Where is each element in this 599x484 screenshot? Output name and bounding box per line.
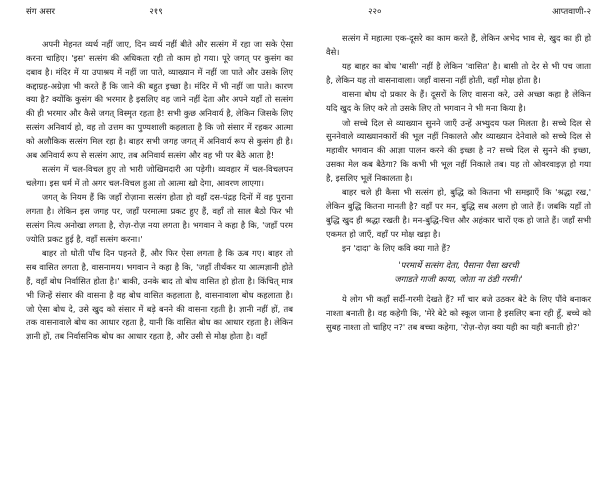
poem-line: जगाडते गाजी काया, जोता ना ठंडी गरमी।' [394, 274, 523, 285]
right-paragraph: सत्संग में महात्मा एक-दूसरे का काम करते हैं, लेकिन अभेद भाव से, खुद का ही हो वैसे। [326, 33, 591, 57]
left-paragraph: अपनी मेहनत व्यर्थ नहीं जाए, दिन व्यर्थ नहीं बीते और सत्संग में रहा जा सके ऐसा करना चाहिए। 'इस' सत्संग की अधिकता रही तो काम हो गया। पूरे जगत् पर कुसंग का दबाव है। मंदिर में या उपाश्रय में नहीं जा पाते, व्याख्यान में नहीं जा पाते और उसके लिए कद्दाग्रह-अग्रेज़ा भी करते हैं कि जाने की बहुत इच्छा है। मंदिर में भी नहीं जा पाते। कारण क्या है? क्योंकि कुसंग की भरमार है इसलिए वह जाने नहीं देता और अपने यहाँ तो सत्संग की ही भरमार और कैसे जगत् विस्मृत रहता है! सभी कुछ अनिवार्य है, लेकिन जिसके लिए सत्संग अनिवार्य हो, वह तो उत्तम का पुण्यशाली कहलाता है कि जो संसार में रहकर आत्मा को अलौकिक सत्संग मिल रहा है। बाहर सभी जगह जगत् में अनिवार्य रूप से कुसंग ही है। अब अनिवार्य रूप से सत्संग आए, तब अनिवार्य सत्संग और वह भी पर बैठे आता है! [26, 39, 293, 160]
left-paragraph: सत्संग में चल-विचल हुए तो भारी जोखिमदारी आ पड़ेगी। व्यवहार में चल-विचलपन चलेगा। इस धर्म में तो अगर चल-विचल हुआ तो आत्मा खो देगा, आवरण लाएगा। [26, 164, 293, 188]
right-page-body [326, 32, 591, 335]
right-page-header [326, 4, 591, 20]
poem-quote [326, 260, 591, 287]
right-paragraph: यह बाहर का बोध 'बासी' नहीं है लेकिन 'वासित' है। बासी तो देर से भी पच जाता है, लेकिन यह तो वासनावाला। जहाँ वासना नहीं होती, वहाँ मोक्ष होता है। [326, 61, 591, 86]
left-page-number: २१९ [149, 7, 163, 17]
right-paragraph: ये लोग भी कहाँ सर्दी-गरमी देखते हैं? माँ चार बजे उठकर बेटे के लिए पौंवे बनाकर नाश्ता बनाती है। वह कहेगी कि, 'मेरे बेटे को स्कूल जाना है इसलिए बना रही हूँ, बच्चे को सुबह नाश्ता तो चाहिए न?' तब बच्चा कहेगा, 'रोज़-रोज़ क्या यही का यही बनाती हो?' [326, 294, 591, 332]
poem-line: 'परमार्थे सत्संग देता, पैसाना पैसा खरची [398, 261, 519, 271]
left-page-body [26, 38, 293, 344]
right-page-number: २२० [368, 7, 382, 17]
left-paragraph: जगत् के नियम हैं कि जहाँ रोज़ाना सत्संग होता हो वहाँ दस-पंद्रह दिनों में वह पुराना लगता है। लेकिन इस जगह पर, जहाँ परमात्मा प्रकट हुए हैं, वहाँ तो साल बैठो फिर भी सत्संग नित्य अनोखा लगता है, रोज़-रोज़ नया लगता है। भगवान ने कहा है कि, 'जहाँ परम ज्योति प्रकट हुई है, वहाँ सत्संग करना।' [26, 192, 293, 244]
right-paragraph: वासना बोध दो प्रकार के हैं। दूसरों के लिए वासना करे, उसे अच्छा कहा है लेकिन यदि खुद के लिए करे तो उसके लिए तो भगवान ने भी मना किया है। [326, 89, 591, 114]
left-paragraph: बाहर तो धोती पाँच दिन पहनते हैं, और फिर ऐसा लगता है कि ऊब गए। बाहर तो सब वासित लगता है, वासनामय। भगवान ने कहा है कि, 'जहाँ तीर्थंकर या आत्मज्ञानी होते हैं, वहाँ बोध निर्वासित होता है।' बाकी, उनके बाद तो बोध वासित हो होता है। किंचित् मात्र भी जिन्हें संसार की वासना है वह बोध वासित कहलाता है, वासनावाला बोध कहलाता है। जो ऐसा बोध दे, उसे खुद को संसार में बड़े बनने की वासना रहती है। ज्ञानी नहीं हों, तब तक वासनावाले बोध का आधार रहता है, यानी कि वासित बोध का आधार रहता है। लेकिन ज्ञानी हों, तब निर्वासनिक बोध का आधार रहता है, और उसी से मोक्ष होता है। वहाँ [26, 248, 293, 342]
right-page [300, 0, 599, 484]
left-page-header [26, 4, 293, 20]
right-paragraph: बाहर चले ही कैसा भी सत्संग हो, बुद्धि को कितना भी समझाएँ कि 'श्रद्धा रख,' लेकिन बुद्धि कितना मानती है? वहाँ पर मन, बुद्धि सब अलग हो जाते हैं। जबकि यहाँ तो बुद्धि खुद ही श्रद्धा रखती है। मन-बुद्धि-चित्त और अहंकार चारों एक हो जाते हैं। जहाँ सभी एकमत हो जाएँ, वहाँ पर मोक्ष खड़ा है। [326, 187, 591, 239]
right-paragraph: इन 'दादा' के लिए कवि क्या गाते हैं? [342, 243, 451, 254]
left-header-title: संग असर [26, 7, 55, 17]
right-paragraph: जो सच्चे दिल से व्याख्यान सुनने जाएँ उन्हें अभ्युदय फल मिलता है। सच्चे दिल से सुननेवाले व्याख्यानकारों की भूल नहीं निकालते और व्याख्यान देनेवाले को सच्चे दिल से महावीर भगवान की आज्ञा पालन करने की इच्छा है न? सच्चे दिल से सुनने की इच्छा, उसका मेल कब बैठेगा? कि कभी भी भूल नहीं निकाले तब। यह तो ओवरवाइज़ हो गया है, इसलिए भूलें निकालता है। [326, 117, 591, 183]
right-header-title: आप्तवाणी-२ [552, 7, 591, 17]
